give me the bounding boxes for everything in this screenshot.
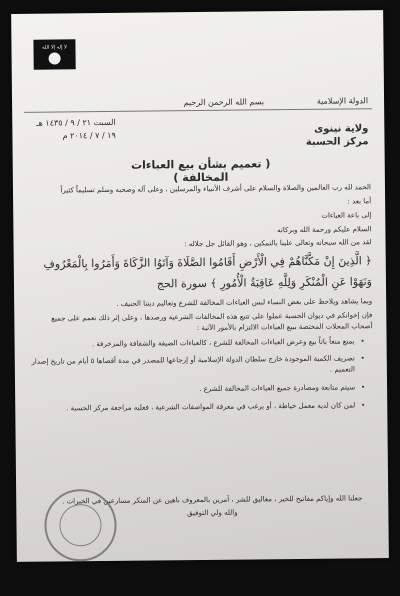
official-stamp [44, 489, 117, 562]
rule-item: • سيتم متابعة ومصادرة جميع العباءات المخالفة للشرع . [29, 382, 355, 396]
amma-baad-line: أما بعد : [347, 197, 372, 206]
directive-paragraph: فإن إخوانكم في ديوان الحسبة عملوا على تتبع هذه المخالفات الشرعية ورصدها ، وعلى إثر ذلك نعمم على جميع أصحاب المحلات المختصة ببيع العباءات الالتزام بالأمور الآتية : [51, 311, 373, 332]
quran-verse: ﴿ الَّذِينَ إِنْ مَكَّنَّاهُمْ فِي الْأَرْضِ أَقَامُوا الصَّلَاةَ وَآتَوُا الزَّكَاةَ وَأَمَرُوا بِالْمَعْرُوفِ وَنَهَوْا عَنِ الْمُنْكَرِ وَلِلَّهِ عَاقِبَةُ الْأُمُورِ ﴾ سورة الحج [43, 254, 373, 291]
logo-text: لا إله إلا الله [42, 44, 67, 51]
date-hijri: السبت ٢١ / ٩ / ١٤٣٥ هـ [36, 117, 116, 128]
date-block [36, 117, 116, 143]
document-body [27, 182, 373, 421]
logo-seal-icon [49, 52, 61, 64]
closing-prayer: جعلنا الله وإياكم مفاتيح للخير ، مغاليق للشر ، آمرين بالمعروف ناهين عن المنكر مسارعين في الخيرات . [62, 494, 363, 506]
rule-item: • لمن كان لديه معمل خياطة ، أو يرغب في معرفة المواصفات الشرعية ، فعليه مراجعة مركز الحسبة . [29, 400, 355, 414]
intro-line: لقد من الله سبحانه وتعالى علينا بالتمكين ، وهو القائل جل جلاله : [184, 238, 372, 249]
header-divider [24, 108, 372, 113]
recipient-line: إلى باعة العباءات [321, 210, 372, 220]
greeting-line: السلام عليكم ورحمة الله وبركاته [277, 224, 372, 234]
praise-line: الحمد لله رب العالمين والصلاة والسلام على أشرف الأنبياء والمرسلين ، وعلى آله وصحبه وسلم تسليماً كثيراً [60, 183, 372, 195]
issuer-block [306, 122, 369, 149]
office-name: مركز الحسبة [305, 136, 369, 148]
closing-sign-off: والله ولي التوفيق [187, 508, 238, 517]
state-logo [33, 39, 75, 69]
state-name: الدولة الإسلامية [316, 96, 369, 106]
rule-item: • يمنع منعاً باتاً بيع وعرض العباءات المخالفة للشرع ، كالعباءات الضيقة والشفافة والمزخرفة . [29, 336, 355, 350]
wilaya-name: ولاية نينوى [313, 123, 369, 135]
rule-item: • تصريف الكمية الموجودة خارج سلطان الدولة الإسلامية أو إرجاعها للمصدر في مدة أقصاها ٥ أيام من تاريخ إصدار التعميم . [29, 354, 355, 379]
basmala: بسم الله الرحمن الرحيم [183, 97, 265, 108]
document-title: ( تعميم بشأن بيع العباءات المخالفة ) [130, 157, 271, 185]
date-gregorian: ١٩ / ٧ / ٢٠١٤ م [62, 130, 116, 141]
stamp-seal-icon [59, 504, 101, 546]
observation-paragraph: وبما يشاهد ويلاحظ على بعض النساء لبس العباءات المخالفة للشرع وتعاليم ديننا الحنيف . [116, 297, 373, 308]
rules-list [29, 336, 356, 415]
document-page [11, 10, 389, 562]
